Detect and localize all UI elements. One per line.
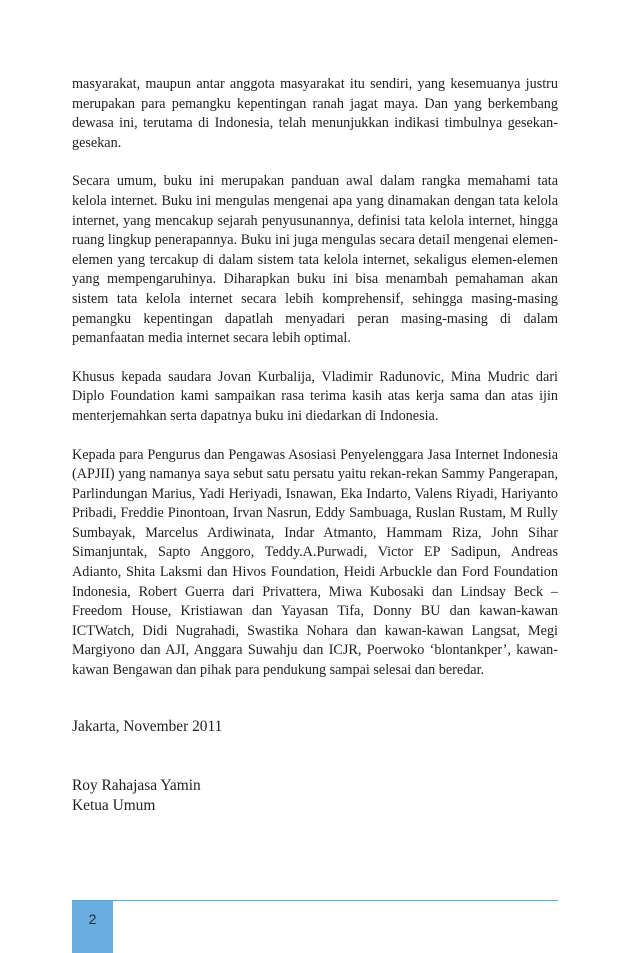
signatory-title: Ketua Umum — [72, 796, 156, 814]
paragraph-apjii-thanks: Kepada para Pengurus dan Pengawas Asosiasi Penyelenggara Jasa Internet Indonesia (APJII) yang namanya saya sebut satu persatu yaitu rekan-rekan Sammy Pangerapan, Parlindungan Marius, Yadi Heriyadi, Isnawan, Eka Indarto, Valens Riyadi, Hariyanto Pribadi, Freddie Pinontoan, Irvan Nasrun, Eddy Sambuaga, Ruslan Rustam, M Rully Sumbayak, Marcelus Ardiwinata, Indar Atmanto, Hammam Riza, John Sihar Simanjuntak, Sapto Anggoro, Teddy.A.Purwadi, Victor EP Sadipun, Andreas Adianto, Shita Laksmi dan Hivos Foundation, Heidi Arbuckle dan Ford Foundation Indonesia, Robert Guerra dari Privattera, Miwa Kubosaki dan Lindsay Beck – Freedom House, Kristiawan dan Yayasan Tifa, Donny BU dan kawan-kawan ICTWatch, Didi Nugrahadi, Swastika Nohara dan kawan-kawan Langsat, Megi Margiyono dan AJI, Anggara Suwahju dan ICJR, Poerwoko ‘blontankper’, kawan-kawan Bengawan dan pihak para pendukung sampai selesai dan beredar. — [72, 446, 558, 679]
signature-block — [72, 776, 558, 816]
signatory-name: Roy Rahajasa Yamin — [72, 776, 201, 794]
paragraph-intro-continuation: masyarakat, maupun antar anggota masyarakat itu sendiri, yang kesemuanya justru merupakan para pemangku kepentingan ranah jagat maya. Dan yang berkembang dewasa ini, terutama di Indonesia, telah menunjukkan indikasi timbulnya gesekan-gesekan. — [72, 76, 558, 151]
page-number-badge — [72, 901, 113, 953]
page-number: 2 — [88, 911, 97, 927]
place-date: Jakarta, November 2011 — [72, 717, 223, 735]
footer-divider — [72, 900, 558, 901]
paragraph-diplo-thanks: Khusus kepada saudara Jovan Kurbalija, Vladimir Radunovic, Mina Mudric dari Diplo Foundation kami sampaikan rasa terima kasih atas kerja sama dan atas ijin menterjemahkan serta dapatnya buku ini diedarkan di Indonesia. — [72, 368, 558, 424]
page-body — [72, 75, 558, 816]
paragraph-book-summary: Secara umum, buku ini merupakan panduan awal dalam rangka memahami tata kelola internet. Buku ini mengulas mengenai apa yang dinamakan dengan tata kelola internet, yang mencakup sejarah penyusunannya, definisi tata kelola internet, hingga ruang lingkup penerapannya. Buku ini juga mengulas secara detail mengenai elemen-elemen yang tercakup di dalam sistem tata kelola internet, sekaligus elemen-elemen yang mempengaruhinya. Diharapkan buku ini bisa menambah pemahaman akan sistem tata kelola internet secara lebih komprehensif, sehingga masing-masing pemangku kepentingan dapatlah menyadari peran masing-masing di dalam pemanfaatan media internet secara lebih optimal. — [72, 173, 558, 347]
